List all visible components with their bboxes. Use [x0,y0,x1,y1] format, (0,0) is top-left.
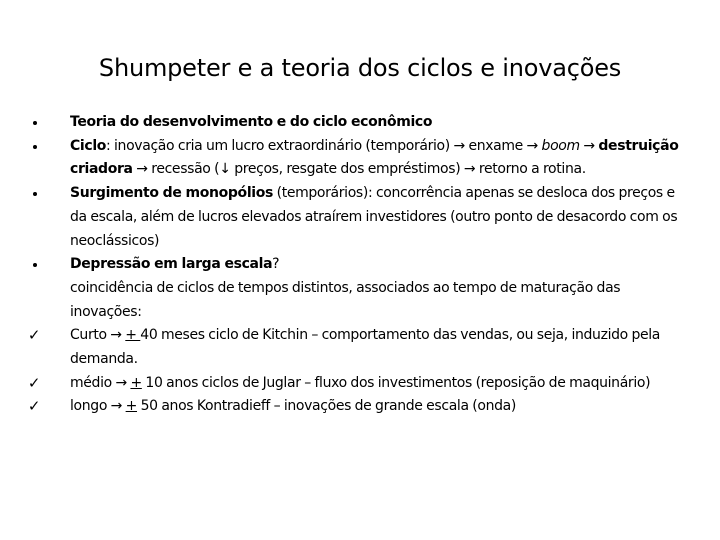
item-italic-text: boom [541,137,580,154]
list-item [28,253,688,324]
list-item [28,182,688,253]
bullet-list [28,111,688,419]
item-text: ? [272,256,280,273]
checkmark-icon: ✓ [27,397,41,416]
item-text: → recessão (↓ preços, resgate dos empréstimos) → retorno a rotina. [132,161,586,178]
item-text: 10 anos ciclos de Juglar – fluxo dos investimentos (reposição de maquinário) [141,374,651,391]
item-text: médio → [70,374,131,391]
item-text: Curto → [70,327,126,344]
item-heading: Teoria do desenvolvimento e do ciclo econômico [70,114,433,130]
slide-title: Shumpeter e a teoria dos ciclos e inovações [98,54,622,82]
item-text: coincidência de ciclos de tempos distintos, associados ao tempo de maturação das inovações: [70,279,621,320]
item-bold-text: destruição criadora [70,137,679,178]
checkmark-icon: ✓ [27,326,41,345]
item-heading: Surgimento de monopólios [70,185,273,202]
list-item [28,372,688,396]
list-item [28,135,688,182]
plus-minus-sign: + [125,327,141,344]
list-item [28,324,688,371]
item-text: : inovação cria um lucro extraordinário (temporário) → enxame → [106,137,542,154]
checkmark-icon: ✓ [27,373,41,392]
item-text: longo → [70,398,126,415]
plus-minus-sign: + [130,374,142,391]
plus-minus-sign: + [125,398,138,415]
item-text: (temporários): concorrência apenas se desloca dos preços e da escala, além de lucros elevados atraírem investidores (outro ponto de desacordo com os neoclássicos) [70,185,678,249]
item-heading: Ciclo [70,137,107,154]
list-item [28,395,688,419]
item-text: 50 anos Kontradieff – inovações de grande escala (onda) [137,398,517,415]
item-text: 40 meses ciclo de Kitchin – comportamento das vendas, ou seja, induzido pela demanda. [70,327,661,368]
item-heading: Depressão em larga escala [70,256,273,273]
list-item [28,111,688,135]
item-text: → [579,137,599,154]
